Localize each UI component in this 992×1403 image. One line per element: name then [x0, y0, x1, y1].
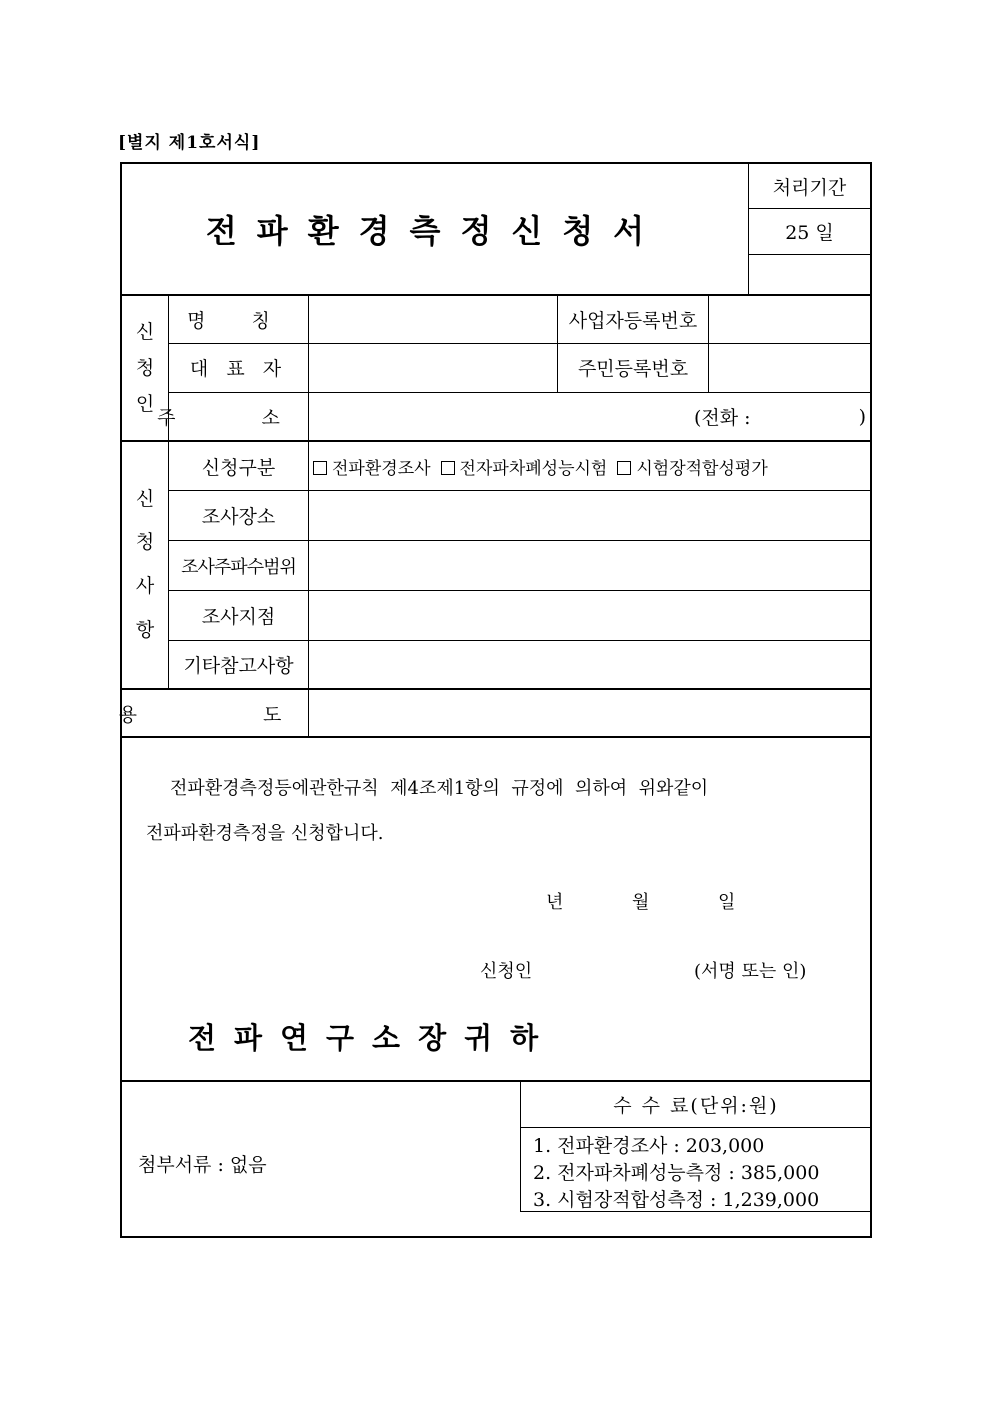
purpose-label: 용 도: [118, 703, 342, 726]
request-type-options: [309, 442, 870, 490]
fee-table: [520, 1080, 872, 1212]
fee-item: 1. 전파환경조사 : 203,000: [533, 1135, 765, 1157]
request-group-char: 사: [135, 575, 155, 597]
name-label: 명 칭: [187, 310, 290, 332]
processing-period-value: 25 일: [785, 222, 834, 244]
form-title: 전파환경측정신청서: [205, 212, 665, 250]
checkbox-icon[interactable]: [313, 461, 327, 475]
resident-number-label: 주민등록번호: [577, 358, 689, 380]
applicant-group-char: 인: [135, 393, 155, 416]
resident-number-field[interactable]: [709, 344, 870, 391]
option-label: 전파환경조사: [332, 458, 431, 479]
date-day-label: 일: [718, 892, 736, 913]
signature-note: (서명 또는 인): [694, 961, 807, 982]
phone-close: ): [858, 405, 866, 428]
business-number-field[interactable]: [709, 296, 870, 343]
applicant-group-char: 청: [135, 356, 155, 379]
declaration-line-2: 전파파환경측정을 신청합니다.: [146, 823, 384, 844]
checkbox-icon[interactable]: [441, 461, 455, 475]
other-notes-label: 기타참고사항: [183, 655, 294, 677]
request-group-char: 항: [135, 618, 155, 641]
option-label: 시험장적합성평가: [636, 458, 768, 479]
application-form: [120, 162, 872, 1238]
option-label: 전자파차폐성능시험: [459, 458, 608, 479]
fee-item: 2. 전자파차폐성능측정 : 385,000: [533, 1162, 820, 1184]
request-group-char: 청: [135, 531, 155, 554]
request-type-label: 신청구분: [201, 456, 276, 479]
checkbox-icon[interactable]: [617, 461, 631, 475]
attachments-note: 첨부서류 : 없음: [138, 1154, 267, 1176]
declaration-line-1: 전파환경측정등에관한규칙 제4조제1항의 규정에 의하여 위와같이: [170, 778, 709, 799]
applicant-group-char: 신: [135, 320, 155, 343]
survey-place-field[interactable]: [309, 491, 870, 540]
frequency-range-field[interactable]: [309, 541, 870, 590]
business-number-label: 사업자등록번호: [568, 310, 698, 332]
option-site-evaluation[interactable]: [617, 454, 767, 479]
survey-point-field[interactable]: [309, 591, 870, 640]
date-month-label: 월: [632, 892, 650, 913]
fee-item: 3. 시험장적합성측정 : 1,239,000: [533, 1189, 820, 1211]
phone-label: (전화 :: [694, 407, 751, 429]
frequency-range-label: 조사주파수범위: [181, 556, 296, 578]
processing-period-blank: [749, 255, 870, 294]
request-group-char: 신: [135, 487, 155, 510]
processing-period-label: 처리기간: [772, 176, 847, 199]
address-field[interactable]: [309, 393, 870, 440]
addressee: 전파연구소장귀하: [188, 1021, 557, 1055]
option-radio-env[interactable]: [313, 454, 431, 479]
representative-label: 대 표 자: [189, 358, 288, 380]
address-label: 주 소: [157, 407, 320, 429]
request-group-label: [122, 442, 168, 688]
representative-field[interactable]: [309, 344, 557, 391]
option-shielding-test[interactable]: [441, 454, 608, 479]
form-reference: [별지 제1호서식]: [118, 133, 261, 153]
survey-point-label: 조사지점: [201, 606, 276, 628]
signer-label: 신청인: [480, 961, 533, 982]
purpose-field[interactable]: [309, 690, 870, 736]
survey-place-label: 조사장소: [201, 506, 276, 528]
fee-header: 수 수 료(단위:원): [613, 1094, 779, 1117]
other-notes-field[interactable]: [309, 641, 870, 688]
date-year-label: 년: [546, 892, 564, 913]
name-field[interactable]: [309, 296, 557, 343]
